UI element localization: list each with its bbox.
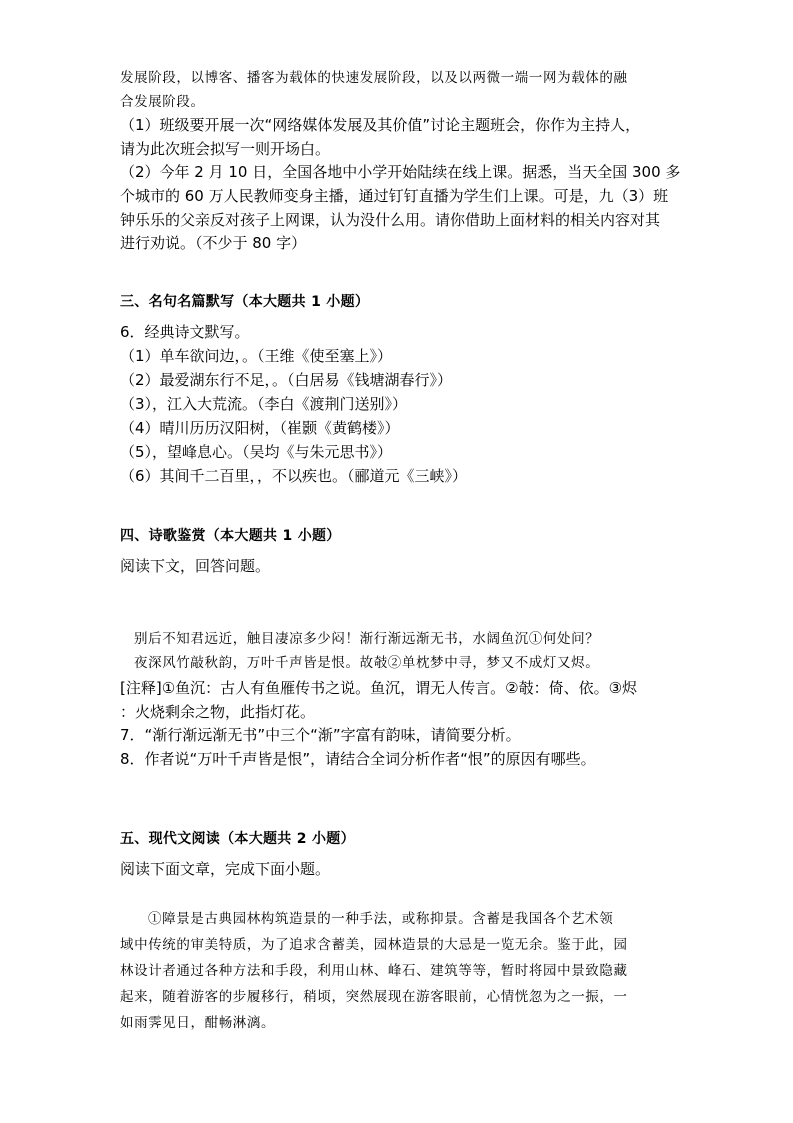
annotation-line-1: [注释]①鱼沉：古人有鱼雁传书之说。鱼沉，谓无人传言。②攲：倚、依。③烬 [120,679,638,697]
intro-line-2: 合发展阶段。 [120,94,205,110]
dictation-item-6: （6）其间千二百里，，不以疾也。（郦道元《三峡》） [120,467,468,485]
question-8: 8．作者说“万叶千声皆是恨”，请结合全词分析作者“恨”的原因有哪些。 [120,750,596,768]
intro-line-1: 发展阶段，以博客、播客为载体的快速发展阶段，以及以两微一端一网为载体的融 [120,70,628,86]
dictation-item-5: （5），望峰息心。（吴均《与朱元思书》） [120,443,393,461]
dictation-item-4: （4）晴川历历汉阳树，（崔颢《黄鹤楼》） [120,419,400,437]
task-2-line-4: 进行劝说。（不少于 80 字） [120,234,307,252]
section-5-instruction: 阅读下面文章，完成下面小题。 [120,860,331,878]
article-paragraph-line-5: 如雨霁见日，酣畅淋漓。 [120,1015,276,1031]
poem-title [0,580,793,604]
section-4-instruction: 阅读下文，回答问题。 [120,557,271,575]
task-2-line-1: （2）今年 2 月 10 日，全国各地中小学开始陆续在线上课。据悉，当天全国 300 多 [120,163,681,181]
task-2-line-3: 钟乐乐的父亲反对孩子上网课，认为没什么用。请你借助上面材料的相关内容对其 [120,211,661,229]
article-paragraph-line-3: 林设计者通过各种方法和手段，利用山林、峰石、建筑等等，暂时将园中景致隐藏 [120,963,628,979]
article-paragraph-line-2: 域中传统的审美特质，为了追求含蓄美，园林造景的大忌是一览无余。鉴于此，园 [120,937,628,953]
dictation-item-3: （3），江入大荒流。（李白《渡荆门送别》） [120,395,408,413]
question-6: 6．经典诗文默写。 [120,323,250,341]
dictation-item-2: （2）最爱湖东行不足，。（白居易《钱塘湖春行》） [120,371,453,389]
poem-line-1: 别后不知君远近，触目凄凉多少闷！渐行渐远渐无书，水阔鱼沉①何处问？ [134,631,600,647]
section-3-heading: 三、名句名篇默写（本大题共 1 小题） [120,294,370,310]
article-paragraph-line-1: ①障景是古典园林构筑造景的一种手法，或称抑景。含蓄是我国各个艺术领 [148,911,614,927]
poem-line-2: 夜深风竹敲秋韵，万叶千声皆是恨。故攲②单枕梦中寻，梦又不成灯又烬。 [134,655,600,671]
article-paragraph-line-4: 起来，随着游客的步履移行，稍顷，突然展现在游客眼前，心情恍忽为之一振，一 [120,989,628,1005]
task-1-line-1: （1）班级要开展一次“网络媒体发展及其价值”讨论主题班会，你作为主持人， [120,116,641,134]
poem-author [0,603,793,627]
section-5-heading: 五、现代文阅读（本大题共 2 小题） [120,831,355,847]
task-2-line-2: 个城市的 60 万人民教师变身主播，通过钉钉直播为学生们上课。可是，九（3）班 [120,187,669,205]
question-7: 7．“渐行渐远渐无书”中三个“渐”字富有韵味，请简要分析。 [120,726,521,744]
article-title [0,882,793,906]
task-1-line-2: 请为此次班会拟写一则开场白。 [120,140,331,158]
annotation-line-2: ：火烧剩余之物，此指灯花。 [120,703,316,721]
dictation-item-1: （1）单车欲问边，。（王维《使至塞上》） [120,347,393,365]
section-4-heading: 四、诗歌鉴赏（本大题共 1 小题） [120,528,341,544]
